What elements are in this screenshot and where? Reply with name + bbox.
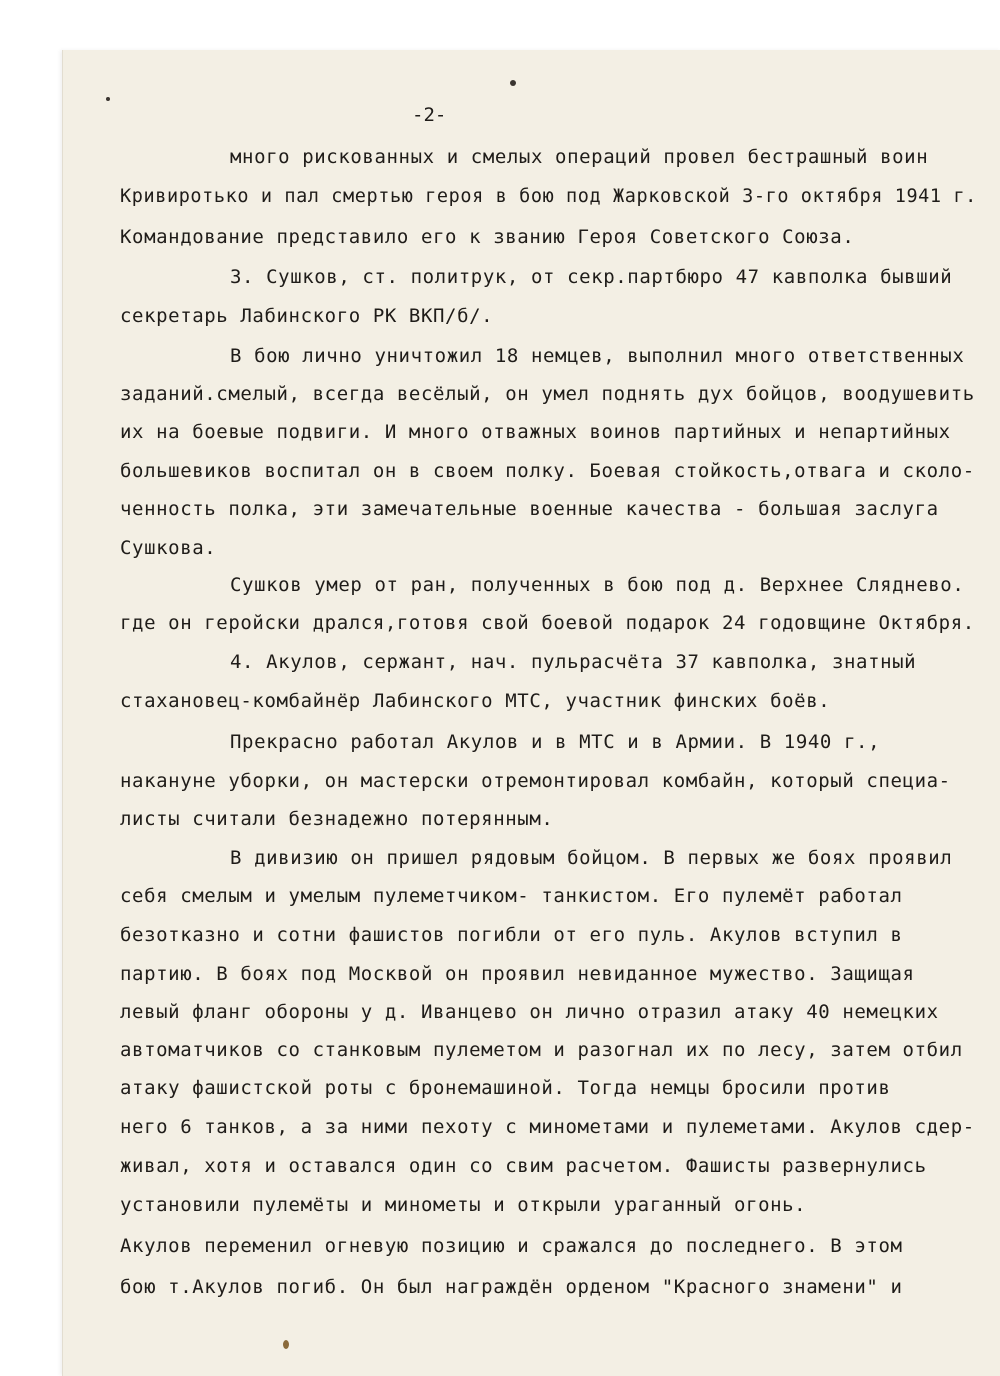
- text-line: 3. Сушков, ст. политрук, от секр.партбюро 47 кавполка бывший: [230, 266, 953, 288]
- text-line: накануне уборки, он мастерски отремонтировал комбайн, который специа-: [120, 770, 951, 792]
- text-line: Акулов переменил огневую позицию и сражался до последнего. В этом: [120, 1235, 903, 1257]
- text-line: Прекрасно работал Акулов и в МТС и в Армии. В 1940 г.,: [230, 731, 881, 753]
- ink-mark: [510, 80, 516, 86]
- text-line: левый фланг обороны у д. Иванцево он лично отразил атаку 40 немецких: [120, 1001, 939, 1023]
- text-line: 4. Акулов, сержант, нач. пульрасчёта 37 кавполка, знатный: [230, 651, 917, 673]
- text-line: их на боевые подвиги. И много отважных воинов партийных и непартийных: [120, 421, 951, 443]
- text-line: Сушков умер от ран, полученных в бою под д. Верхнее Сляднево.: [230, 574, 965, 596]
- page-number: -2-: [412, 104, 447, 126]
- text-line: В дивизию он пришел рядовым бойцом. В первых же боях проявил: [230, 847, 953, 869]
- text-line: листы считали безнадежно потерянным.: [120, 808, 554, 830]
- text-line: него 6 танков, а за ними пехоту с минометами и пулеметами. Акулов сдер-: [120, 1116, 975, 1138]
- text-line: установили пулемёты и минометы и открыли ураганный огонь.: [120, 1194, 807, 1216]
- text-line: Командование представило его к званию Героя Советского Союза.: [120, 226, 855, 248]
- text-line: заданий.смелый, всегда весёлый, он умел поднять дух бойцов, воодушевить: [120, 383, 975, 405]
- text-line: Сушкова.: [120, 537, 217, 559]
- text-line: большевиков воспитал он в своем полку. Боевая стойкость,отвага и сколо-: [120, 460, 975, 482]
- text-line: безотказно и сотни фашистов погибли от его пуль. Акулов вступил в: [120, 924, 903, 946]
- paper-sheet: [62, 50, 1000, 1376]
- text-line: партию. В боях под Москвой он проявил невиданное мужество. Защищая: [120, 963, 915, 985]
- text-line: где он геройски дрался,готовя свой боевой подарок 24 годовщине Октября.: [120, 612, 975, 634]
- text-line: себя смелым и умелым пулеметчиком- танкистом. Его пулемёт работал: [120, 885, 903, 907]
- text-line: Кривиротько и пал смертью героя в бою под Жарковской 3-го октября 1941 г.: [120, 186, 977, 207]
- ink-mark: [283, 1340, 289, 1349]
- text-line: секретарь Лабинского РК ВКП/б/.: [120, 305, 494, 327]
- text-line: стахановец-комбайнёр Лабинского МТС, участник финских боёв.: [120, 690, 831, 712]
- text-line: В бою лично уничтожил 18 немцев, выполнил много ответственных: [230, 345, 965, 367]
- text-line: ченность полка, эти замечательные военные качества - большая заслуга: [120, 498, 939, 520]
- ink-mark: [106, 97, 110, 101]
- text-line: автоматчиков со станковым пулеметом и разогнал их по лесу, затем отбил: [120, 1039, 963, 1061]
- text-line: много рискованных и смелых операций провел бестрашный воин: [230, 146, 929, 168]
- text-line: живал, хотя и оставался один со свим расчетом. Фашисты развернулись: [120, 1155, 927, 1177]
- text-line: бою т.Акулов погиб. Он был награждён орденом "Красного знамени" и: [120, 1276, 903, 1298]
- text-line: атаку фашистской роты с бронемашиной. Тогда немцы бросили против: [120, 1077, 891, 1099]
